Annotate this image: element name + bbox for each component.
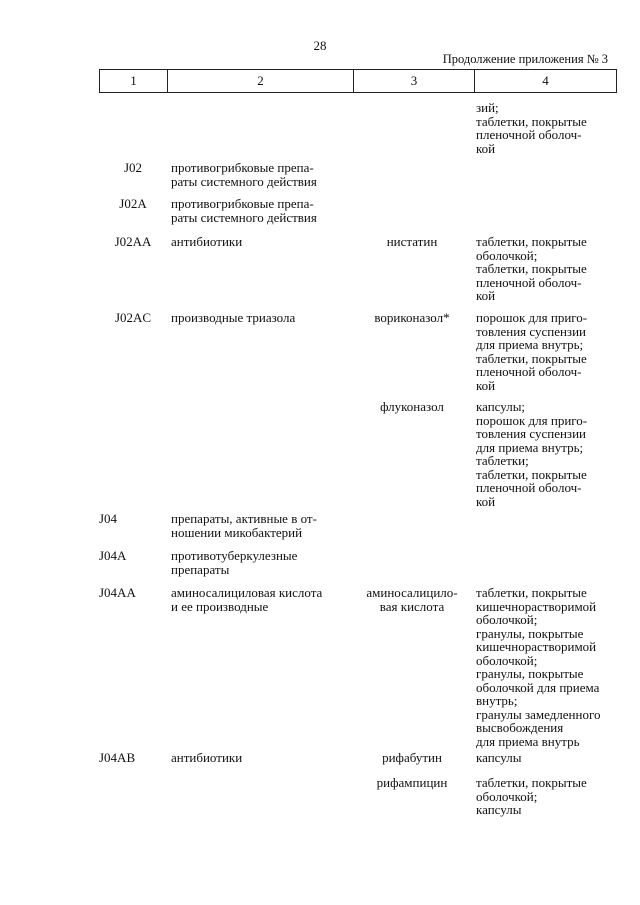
- atc-name-j02aa: антибиотики: [171, 234, 243, 249]
- drug-nystatin: нистатин: [386, 234, 438, 249]
- atc-code-j04: J04: [99, 511, 118, 526]
- atc-code-j02: J02: [123, 160, 143, 175]
- atc-name-j02: противогрибковые препа- раты системного действия: [171, 160, 317, 189]
- atc-code-j04a: J04A: [99, 548, 127, 563]
- atc-code-j02a: J02A: [119, 196, 147, 211]
- column-header-4: 4: [475, 70, 617, 93]
- atc-name-j04ab: антибиотики: [171, 750, 243, 765]
- dosage-form-fluconazole: капсулы; порошок для приго- товления суспензии для приема внутрь; таблетки; таблетки, покрытые пленочной оболоч- кой: [476, 399, 588, 509]
- atc-name-j02ac: производные триазола: [171, 310, 296, 325]
- dosage-form-rifampicin: таблетки, покрытые оболочкой; капсулы: [476, 775, 587, 817]
- dosage-form-nystatin: таблетки, покрытые оболочкой; таблетки, покрытые пленочной оболоч- кой: [476, 234, 587, 303]
- continuation-label: Продолжение приложения № 3: [442, 52, 608, 66]
- column-header-1: 1: [100, 70, 168, 93]
- atc-name-j04a: противотуберкулезные препараты: [171, 548, 298, 577]
- atc-name-j04aa: аминосалициловая кислота и ее производные: [171, 585, 323, 614]
- atc-code-j02aa: J02AA: [114, 234, 152, 249]
- atc-name-j02a: противогрибковые препа- раты системного действия: [171, 196, 317, 225]
- column-header-row: [100, 70, 617, 93]
- drug-aminosalicylic-acid: аминосалицило- вая кислота: [366, 585, 458, 614]
- column-header-3: 3: [354, 70, 475, 93]
- atc-code-j02ac: J02AC: [114, 310, 152, 325]
- atc-name-j04: препараты, активные в от- ношении микобактерий: [171, 511, 317, 540]
- atc-code-j04aa: J04AA: [99, 585, 136, 600]
- column-header-table: [99, 69, 617, 93]
- atc-code-j04ab: J04AB: [99, 750, 136, 765]
- page-number: 28: [313, 38, 327, 53]
- dosage-form-aminosalicylic-acid: таблетки, покрытые кишечнорастворимой оболочкой; гранулы, покрытые кишечнорастворимой оболочкой; гранулы, покрытые оболочкой для приема внутрь; гранулы замедленного высвобождения для приема внутрь: [476, 585, 601, 749]
- column-header-2: 2: [168, 70, 354, 93]
- drug-fluconazole: флуконазол: [380, 399, 444, 414]
- drug-rifampicin: рифампицин: [376, 775, 448, 790]
- dosage-form-voriconazole: порошок для приго- товления суспензии для приема внутрь; таблетки, покрытые пленочной оболоч- кой: [476, 310, 588, 393]
- drug-voriconazole: вориконазол*: [374, 310, 450, 325]
- dosage-form-rifabutin: капсулы: [476, 750, 522, 765]
- drug-rifabutin: рифабутин: [382, 750, 442, 765]
- continued-dosage-form: зий; таблетки, покрытые пленочной оболоч- кой: [476, 100, 587, 156]
